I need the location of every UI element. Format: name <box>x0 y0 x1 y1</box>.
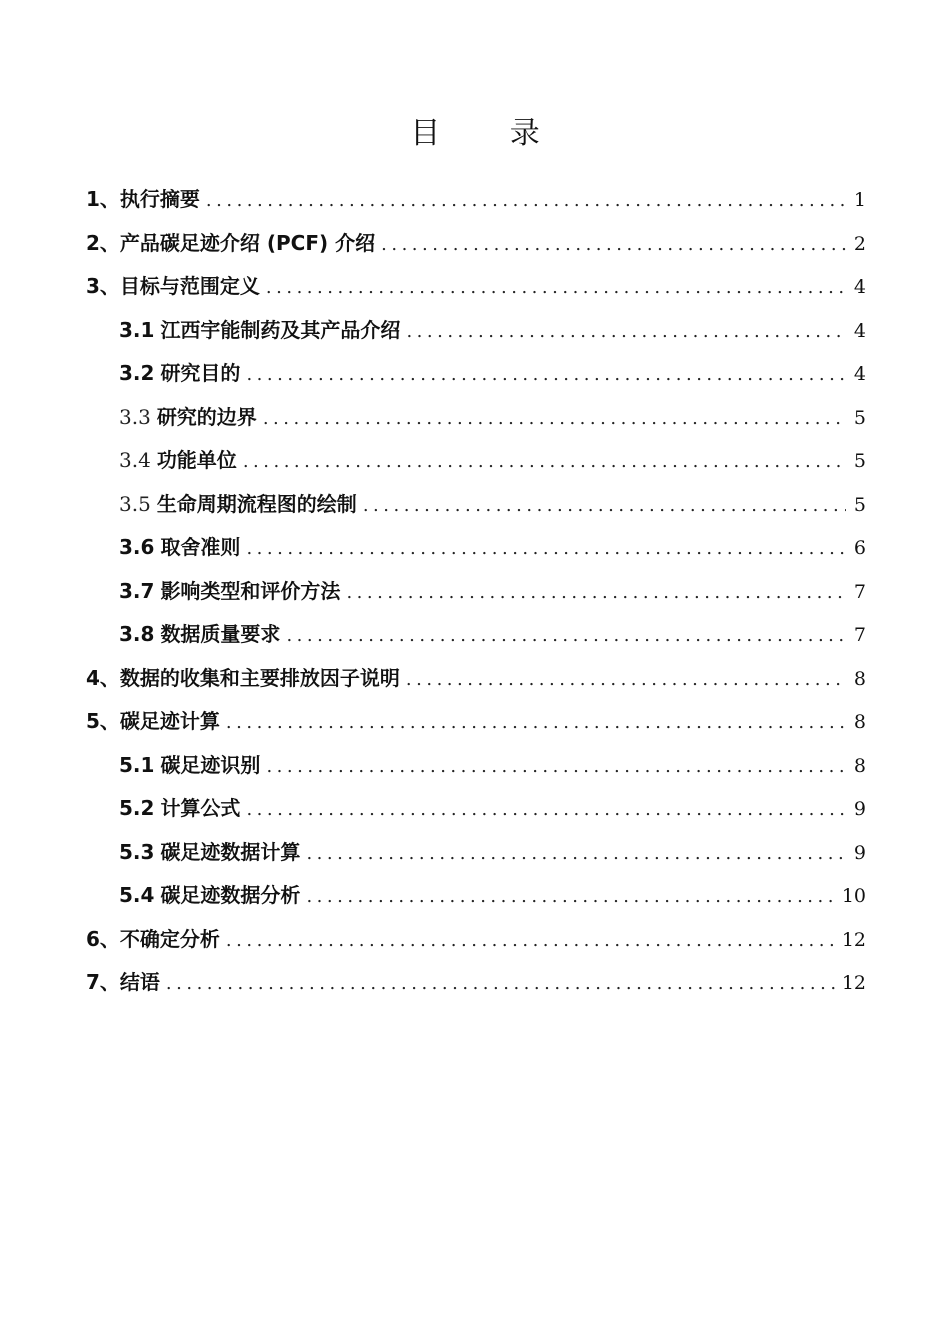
toc-entry-3-3[interactable] <box>86 396 866 440</box>
toc-entry-number: 4、 <box>86 665 120 690</box>
toc-entry-5[interactable] <box>86 700 866 744</box>
toc-entry-number: 3.4 <box>119 448 151 472</box>
toc-entry-number: 5.2 <box>119 796 155 820</box>
toc-entry-label <box>86 700 220 744</box>
toc-entry-number: 3.6 <box>119 535 155 559</box>
toc-entry-text: 结语 <box>119 970 160 994</box>
toc-entry-text: 取舍准则 <box>160 535 241 559</box>
dot-leader <box>406 658 846 702</box>
toc-entry-number: 3、 <box>86 274 120 298</box>
toc-entry-2[interactable] <box>86 222 866 266</box>
toc-entry-page: 8 <box>853 754 866 777</box>
toc-entry-number: 2、 <box>86 230 120 255</box>
toc-entry-1[interactable] <box>86 178 866 222</box>
dot-leader <box>226 919 836 963</box>
toc-entry-number: 7、 <box>86 970 120 994</box>
toc-title: 目 录 <box>410 116 570 151</box>
toc-entry-label <box>86 918 220 962</box>
toc-entry-text: 碳足迹识别 <box>160 752 261 777</box>
toc-entry-page: 8 <box>853 711 866 733</box>
toc-entry-text: 目标与范围定义 <box>119 274 260 298</box>
dot-leader <box>363 484 846 528</box>
dot-leader <box>246 788 846 832</box>
toc-entry-7[interactable] <box>86 961 866 1005</box>
dot-leader <box>166 962 836 1006</box>
toc-entry-text: 碳足迹数据分析 <box>160 883 301 907</box>
toc-entry-page: 6 <box>853 537 866 559</box>
toc-entry-label <box>86 178 200 222</box>
toc-entry-number: 5.1 <box>119 752 155 777</box>
toc-entry-page: 5 <box>853 493 866 516</box>
toc-entry-3-5[interactable] <box>86 483 866 527</box>
dot-leader <box>266 745 846 789</box>
toc-entry-5-1[interactable] <box>86 744 866 788</box>
toc-entry-number: 3.8 <box>119 622 155 646</box>
dot-leader <box>243 440 846 484</box>
dot-leader <box>266 266 846 310</box>
toc-entry-label <box>119 309 400 353</box>
toc-entry-text: 产品碳足迹介绍 (PCF) 介绍 <box>119 230 376 255</box>
toc-entry-number: 3.7 <box>119 578 155 603</box>
toc-entry-label <box>86 961 160 1005</box>
dot-leader <box>306 875 835 919</box>
toc-entry-text: 碳足迹计算 <box>119 709 220 733</box>
toc-entry-page: 4 <box>853 363 866 385</box>
toc-entry-5-3[interactable] <box>86 831 866 875</box>
dot-leader <box>226 701 846 745</box>
toc-entry-text: 不确定分析 <box>119 926 220 951</box>
dot-leader <box>346 571 846 615</box>
toc-entry-label <box>119 483 357 527</box>
dot-leader <box>246 353 846 397</box>
toc-entry-5-4[interactable] <box>86 874 866 918</box>
toc-entry-page: 12 <box>841 928 866 951</box>
dot-leader <box>306 832 846 876</box>
toc-entry-number: 5、 <box>86 709 120 733</box>
toc-list <box>86 178 866 1005</box>
toc-entry-text: 碳足迹数据计算 <box>160 839 301 864</box>
toc-entry-page: 10 <box>841 885 866 907</box>
toc-entry-page: 5 <box>853 406 866 429</box>
toc-entry-label <box>119 831 300 875</box>
toc-entry-page: 4 <box>853 319 866 342</box>
toc-entry-page: 5 <box>853 450 866 472</box>
toc-entry-text: 研究目的 <box>160 361 241 385</box>
toc-entry-text: 计算公式 <box>160 796 241 820</box>
toc-entry-page: 2 <box>853 232 866 255</box>
toc-entry-text: 影响类型和评价方法 <box>160 578 341 603</box>
dot-leader <box>406 310 846 354</box>
toc-entry-5-2[interactable] <box>86 787 866 831</box>
toc-entry-label <box>119 874 300 918</box>
toc-entry-number: 3.3 <box>119 404 151 429</box>
toc-entry-number: 6、 <box>86 926 120 951</box>
toc-entry-text: 生命周期流程图的绘制 <box>156 491 357 516</box>
toc-entry-3-6[interactable] <box>86 526 866 570</box>
toc-entry-number: 3.5 <box>119 491 151 516</box>
toc-entry-label <box>86 222 375 266</box>
toc-entry-text: 执行摘要 <box>119 187 200 211</box>
toc-entry-page: 9 <box>853 841 866 864</box>
toc-entry-text: 江西宇能制药及其产品介绍 <box>160 317 401 342</box>
toc-entry-3-8[interactable] <box>86 613 866 657</box>
toc-entry-number: 1、 <box>86 187 120 211</box>
toc-entry-label <box>119 352 240 396</box>
toc-entry-number: 5.3 <box>119 839 155 864</box>
dot-leader <box>206 179 846 223</box>
toc-entry-3-1[interactable] <box>86 309 866 353</box>
toc-entry-label <box>119 744 260 788</box>
toc-entry-3[interactable] <box>86 265 866 309</box>
toc-entry-number: 5.4 <box>119 883 155 907</box>
toc-entry-page: 9 <box>853 798 866 820</box>
toc-entry-label <box>119 613 280 657</box>
toc-entry-page: 4 <box>853 276 866 298</box>
toc-entry-6[interactable] <box>86 918 866 962</box>
toc-entry-3-7[interactable] <box>86 570 866 614</box>
dot-leader <box>246 527 846 571</box>
toc-entry-label <box>119 439 237 483</box>
dot-leader <box>263 397 846 441</box>
toc-entry-label <box>119 526 240 570</box>
toc-entry-text: 数据的收集和主要排放因子说明 <box>119 665 400 690</box>
toc-entry-page: 7 <box>853 624 866 646</box>
dot-leader <box>286 614 846 658</box>
toc-entry-page: 1 <box>853 189 866 211</box>
toc-entry-4[interactable] <box>86 657 866 701</box>
toc-entry-label <box>86 657 400 701</box>
toc-entry-3-2[interactable] <box>86 352 866 396</box>
toc-entry-3-4[interactable] <box>86 439 866 483</box>
toc-entry-label <box>119 570 340 614</box>
toc-entry-label <box>119 396 257 440</box>
dot-leader <box>381 223 846 267</box>
toc-entry-page: 7 <box>853 580 866 603</box>
toc-entry-number: 3.2 <box>119 361 155 385</box>
toc-entry-label <box>86 265 260 309</box>
toc-entry-label <box>119 787 240 831</box>
toc-entry-number: 3.1 <box>119 317 155 342</box>
toc-entry-text: 数据质量要求 <box>160 622 281 646</box>
toc-entry-text: 研究的边界 <box>156 404 257 429</box>
toc-entry-page: 12 <box>841 972 866 994</box>
toc-entry-page: 8 <box>853 667 866 690</box>
toc-entry-text: 功能单位 <box>156 448 237 472</box>
